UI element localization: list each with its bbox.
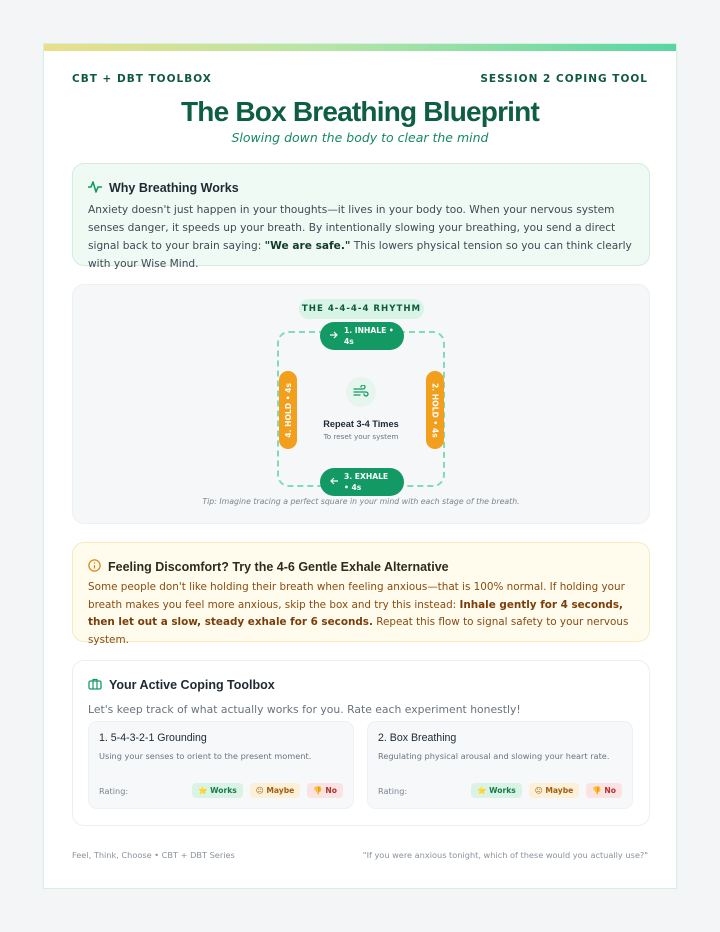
worksheet bbox=[43, 43, 677, 889]
step-hold-left bbox=[279, 371, 297, 449]
experiment-card bbox=[88, 721, 354, 809]
arrow-left-icon bbox=[330, 477, 338, 487]
alt-body-emphasis: Inhale gently for 4 seconds, then let out a slow, steady exhale for 6 seconds. bbox=[88, 598, 623, 628]
experiment-rating bbox=[378, 783, 622, 798]
footer-series: Feel, Think, Choose • CBT + DBT Series bbox=[72, 850, 235, 860]
alt-body-end: Repeat this flow to signal safety to your nervous system. bbox=[88, 616, 629, 646]
diagram-center bbox=[303, 377, 419, 441]
step-hold-right bbox=[426, 371, 444, 449]
rating-no-button[interactable]: 👎 No bbox=[307, 783, 343, 798]
alt-body bbox=[88, 579, 634, 649]
arrow-right-icon bbox=[330, 331, 338, 341]
page-subtitle: Slowing down the body to clear the mind bbox=[231, 130, 489, 145]
box-breathing-diagram bbox=[72, 284, 650, 524]
rhythm-label: THE 4-4-4-4 RHYTHM bbox=[299, 299, 424, 319]
step-hold-left-label: 4. HOLD • 4s bbox=[283, 382, 293, 438]
why-breathing-card bbox=[72, 163, 650, 270]
step-hold-right-label: 2. HOLD • 4s bbox=[430, 382, 440, 438]
why-card-header bbox=[88, 178, 634, 197]
step-inhale-label: 1. INHALE • 4s bbox=[344, 326, 394, 346]
pulse-icon bbox=[88, 178, 102, 197]
why-body-end: This lowers physical tension so you can think clearly with your Wise Mind. bbox=[88, 240, 632, 270]
why-body-emphasis: "We are safe." bbox=[264, 240, 351, 252]
experiment-description: Using your senses to orient to the present moment. bbox=[99, 751, 312, 761]
footer-question: "If you were anxious tonight, which of these would you actually use?" bbox=[362, 850, 648, 860]
experiment-rating bbox=[99, 783, 343, 798]
diagram-tip: Tip: Imagine tracing a perfect square in your mind with each stage of the breath. bbox=[202, 497, 520, 506]
rating-label: Rating: bbox=[378, 785, 408, 796]
info-icon bbox=[88, 557, 101, 576]
repeat-subtitle: To reset your system bbox=[323, 432, 399, 441]
rating-label: Rating: bbox=[99, 785, 129, 796]
why-body-start: Anxiety doesn't just happen in your thoughts—it lives in your body too. When your nervous system senses danger, it speeds up your breath. By intentionally slowing your breathing, you send a direct signal back to your brain saying: bbox=[88, 204, 616, 252]
rating-works-button[interactable]: ⭐ Works bbox=[471, 783, 522, 798]
wind-icon bbox=[346, 377, 376, 407]
step-exhale-label: 3. EXHALE • 4s bbox=[344, 472, 389, 492]
top-gradient-bar bbox=[44, 44, 676, 51]
gentle-exhale-card bbox=[72, 542, 650, 646]
briefcase-icon bbox=[88, 675, 102, 694]
why-heading: Why Breathing Works bbox=[109, 180, 239, 195]
step-exhale bbox=[320, 468, 404, 496]
footer bbox=[72, 850, 648, 860]
page-title: The Box Breathing Blueprint bbox=[181, 96, 539, 127]
rating-no-button[interactable]: 👎 No bbox=[586, 783, 622, 798]
rating-works-button[interactable]: ⭐ Works bbox=[192, 783, 243, 798]
experiment-description: Regulating physical arousal and slowing your heart rate. bbox=[378, 751, 610, 761]
alt-heading: Feeling Discomfort? Try the 4-6 Gentle Exhale Alternative bbox=[108, 559, 449, 574]
alt-body-start: Some people don't like holding their breath when feeling anxious—that is 100% normal. If holding your breath makes you feel more anxious, skip the box and try this instead: bbox=[88, 581, 625, 611]
rating-maybe-button[interactable]: 😐 Maybe bbox=[250, 783, 301, 798]
step-inhale bbox=[320, 322, 404, 350]
repeat-title: Repeat 3-4 Times bbox=[323, 419, 399, 429]
toolbox-heading: Your Active Coping Toolbox bbox=[109, 677, 275, 692]
rating-maybe-button[interactable]: 😐 Maybe bbox=[529, 783, 580, 798]
experiment-title: 2. Box Breathing bbox=[378, 732, 457, 744]
experiment-title: 1. 5-4-3-2-1 Grounding bbox=[99, 732, 207, 744]
header-row bbox=[44, 51, 676, 85]
why-body bbox=[88, 201, 634, 273]
toolbox-intro: Let's keep track of what actually works for you. Rate each experiment honestly! bbox=[88, 703, 521, 716]
session-label: SESSION 2 COPING TOOL bbox=[480, 73, 648, 85]
alt-card-header bbox=[88, 557, 634, 576]
toolbox-header bbox=[88, 675, 634, 694]
coping-toolbox-card bbox=[72, 660, 650, 826]
experiment-card bbox=[367, 721, 633, 809]
series-label: CBT + DBT TOOLBOX bbox=[72, 73, 212, 85]
